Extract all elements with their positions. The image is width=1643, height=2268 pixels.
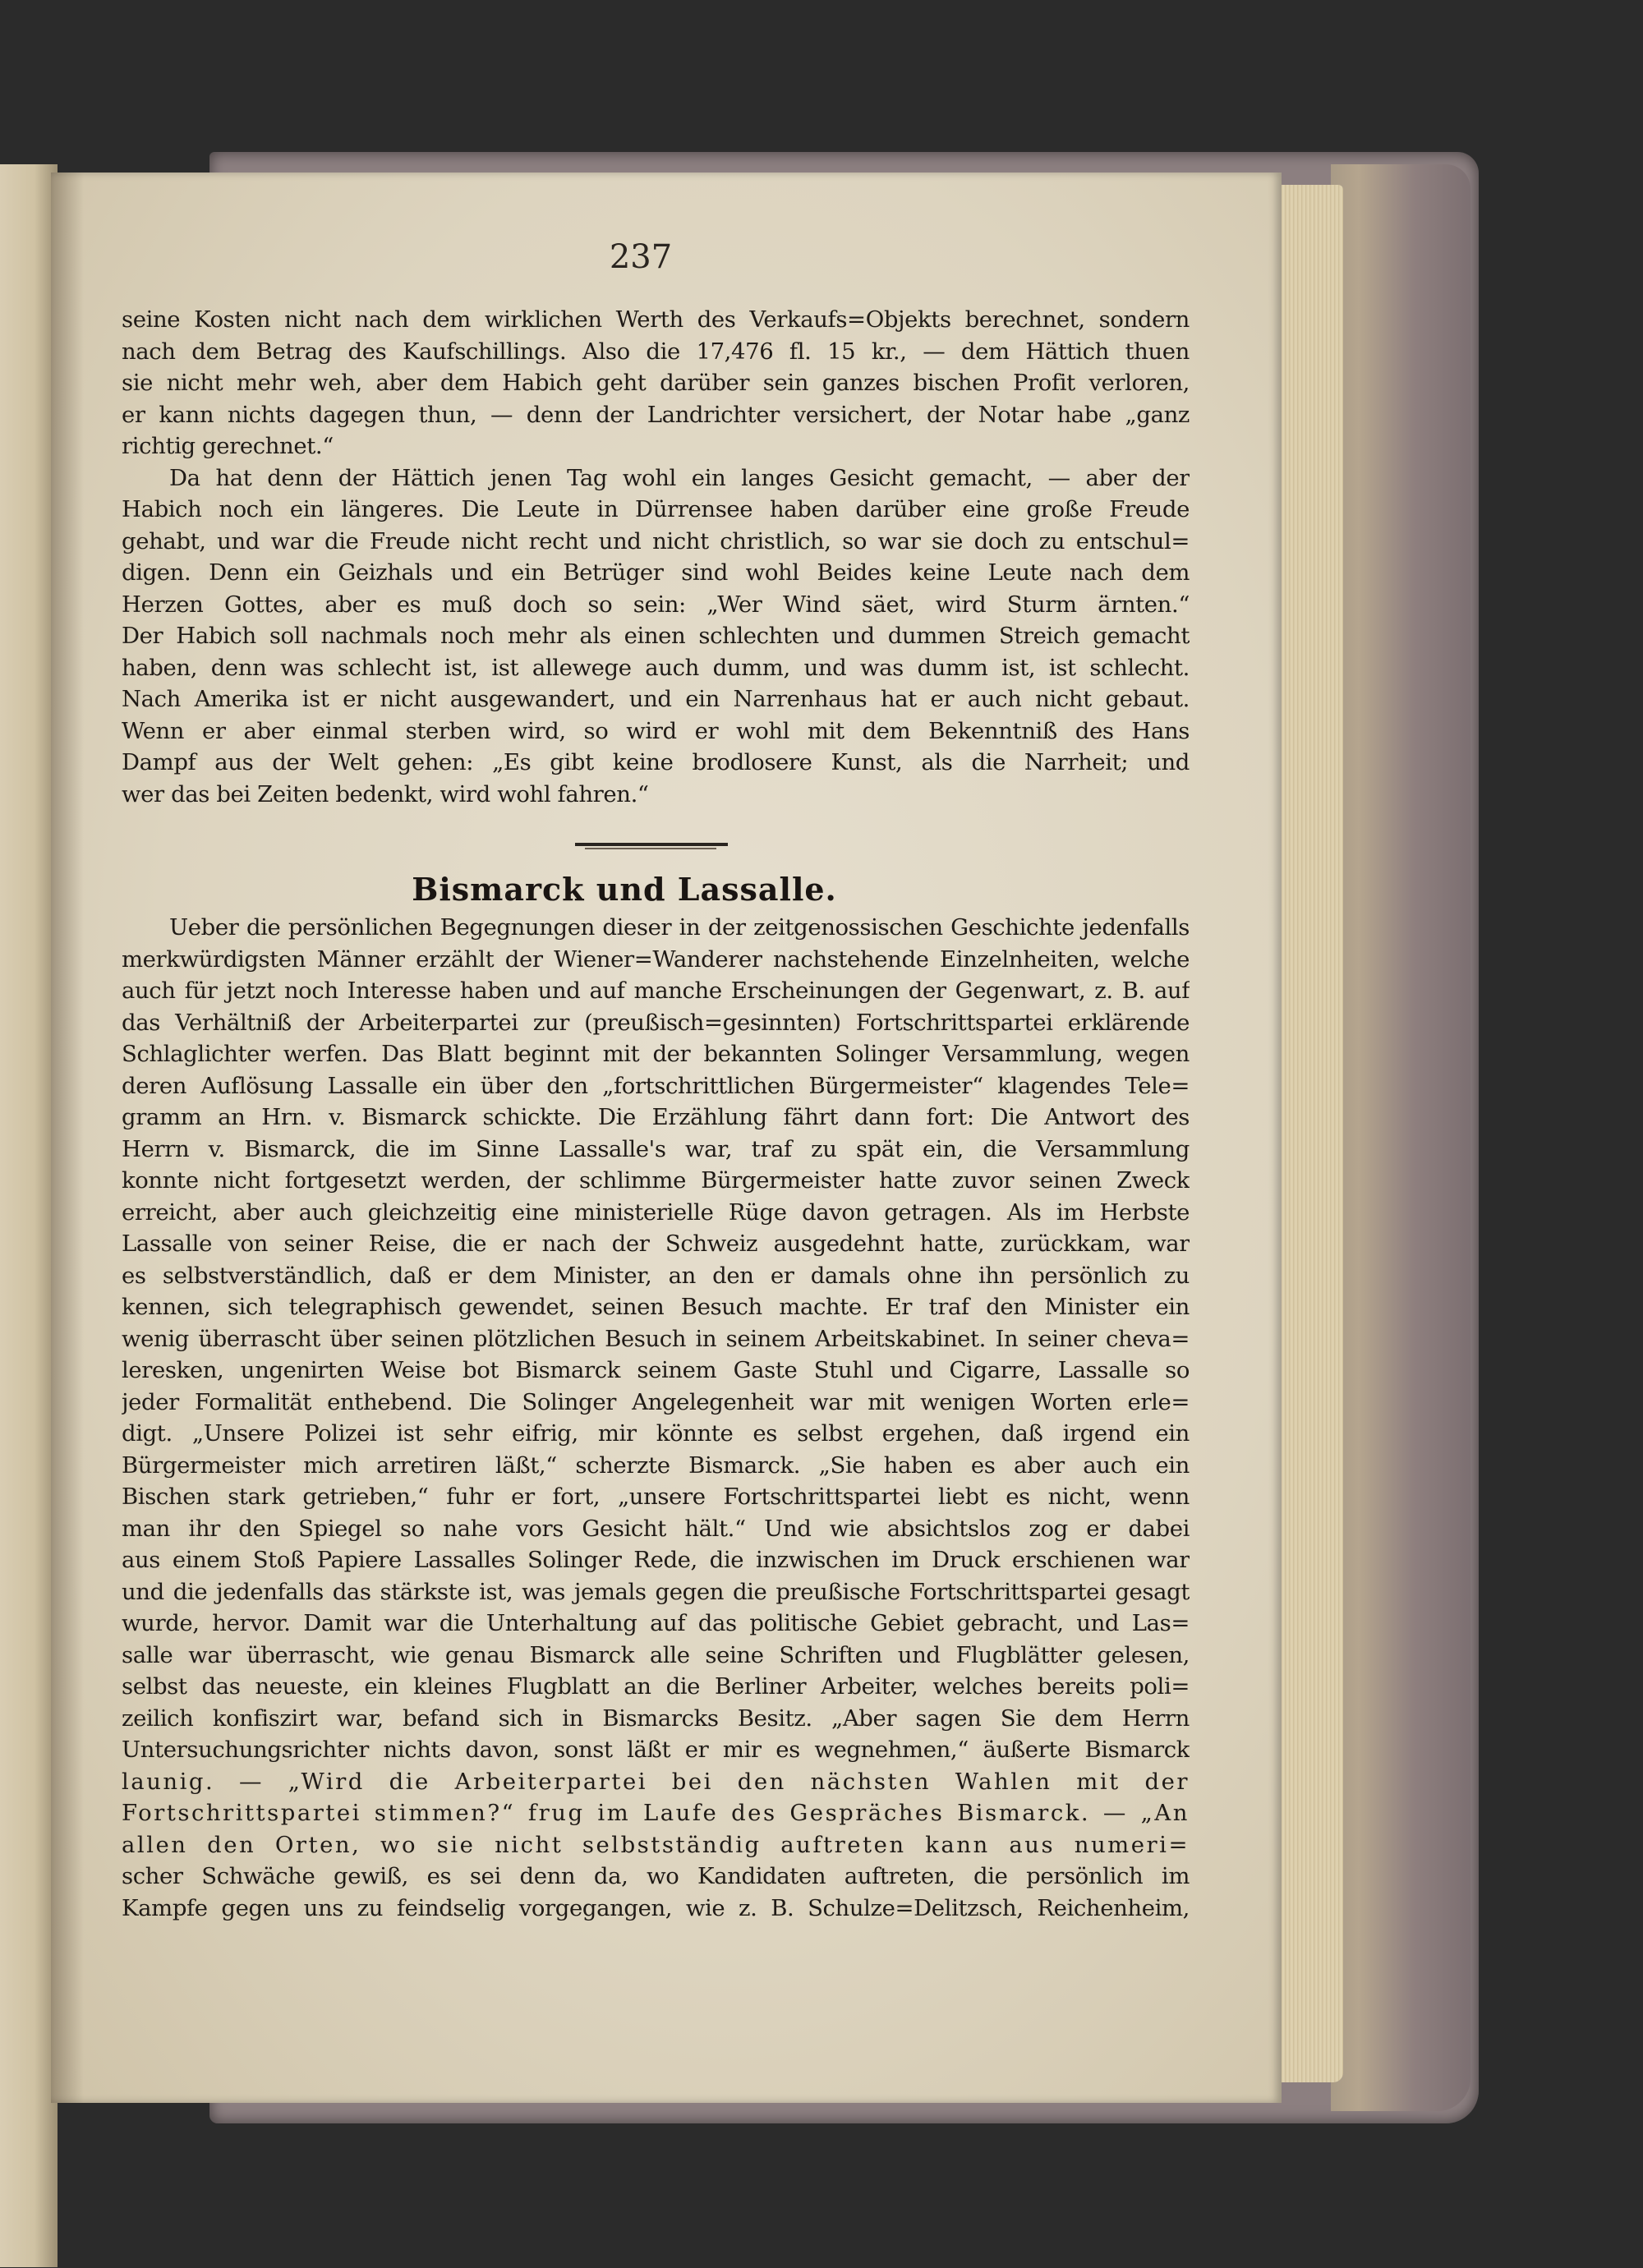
text-line: deren Auflösung Lassalle ein über den „fortschrittlichen Bürgermeister“ klagendes Tele= — [122, 1072, 1190, 1099]
text-line: seine Kosten nicht nach dem wirklichen Werth des Verkaufs=Objekts berechnet, sondern — [122, 306, 1190, 333]
text-line: es selbstverständlich, daß er dem Minister, an den er damals ohne ihn persönlich zu — [122, 1262, 1190, 1289]
text-line: das Verhältniß der Arbeiterpartei zur (preußisch=gesinnten) Fortschrittspartei erklärende — [122, 1009, 1190, 1036]
text-line: erreicht, aber auch gleichzeitig eine ministerielle Rüge davon getragen. Als im Herbste — [122, 1198, 1190, 1226]
text-line: haben, denn was schlecht ist, ist allewege auch dumm, und was dumm ist, ist schlecht. — [122, 654, 1190, 681]
text-line: richtig gerechnet.“ — [122, 433, 334, 459]
text-block-story-ending — [122, 304, 1190, 810]
section-heading: Bismarck und Lassalle. — [412, 871, 837, 908]
text-line: salle war überrascht, wie genau Bismarck alle seine Schriften und Flugblätter gelesen, — [122, 1641, 1190, 1668]
text-line: Wenn er aber einmal sterben wird, so wird er wohl mit dem Bekenntniß des Hans — [122, 717, 1190, 744]
book-cover-edge — [1331, 164, 1470, 2111]
text-line: konnte nicht fortgesetzt werden, der schlimme Bürgermeister hatte zuvor seinen Zweck — [122, 1167, 1190, 1194]
text-line: merkwürdigsten Männer erzählt der Wiener=Wanderer nachstehende Einzelnheiten, welche — [122, 945, 1190, 973]
text-line: Der Habich soll nachmals noch mehr als einen schlechten und dummen Streich gemacht — [122, 623, 1190, 649]
text-line: Herrn v. Bismarck, die im Sinne Lassalle's war, traf zu spät ein, die Versammlung — [122, 1135, 1190, 1162]
text-line: auch für jetzt noch Interesse haben und auf manche Erscheinungen der Gegenwart, z. B. auf — [122, 978, 1190, 1004]
text-line: Kampfe gegen uns zu feindselig vorgegangen, wie z. B. Schulze=Delitzsch, Reichenheim, — [122, 1894, 1190, 1921]
text-line: Bischen stark getrieben,“ fuhr er fort, „unsere Fortschrittspartei liebt es nicht, wenn — [122, 1484, 1190, 1510]
text-line: selbst das neueste, ein kleines Flugblatt an die Berliner Arbeiter, welches bereits poli= — [122, 1673, 1190, 1700]
page-number: 237 — [609, 238, 673, 276]
text-line: sie nicht mehr weh, aber dem Habich geht darüber sein ganzes bischen Profit verloren, — [122, 370, 1190, 396]
text-line: Habich noch ein längeres. Die Leute in Dürrensee haben darüber eine große Freude — [122, 496, 1190, 522]
text-line: man ihr den Spiegel so nahe vors Gesicht hält.“ Und wie absichtslos zog er dabei — [122, 1515, 1190, 1542]
text-line: Da hat denn der Hättich jenen Tag wohl ein langes Gesicht gemacht, — aber der — [169, 464, 1190, 491]
section-divider — [575, 843, 728, 846]
text-line: Lassalle von seiner Reise, die er nach der Schweiz ausgedehnt hatte, zurückkam, war — [122, 1231, 1190, 1257]
text-line: launig. — „Wird die Arbeiterpartei bei den nächsten Wahlen mit der — [122, 1768, 1190, 1795]
text-line: und die jedenfalls das stärkste ist, was jemals gegen die preußische Fortschrittspartei gesagt — [122, 1578, 1190, 1605]
gutter-shadow — [51, 173, 84, 2103]
text-line: Nach Amerika ist er nicht ausgewandert, und ein Narrenhaus hat er auch nicht gebaut. — [122, 686, 1190, 712]
text-line: Dampf aus der Welt gehen: „Es gibt keine brodlosere Kunst, als die Narrheit; und — [122, 749, 1190, 775]
text-line: zeilich konfiszirt war, befand sich in Bismarcks Besitz. „Aber sagen Sie dem Herrn — [122, 1704, 1190, 1732]
text-block-bismarck-lassalle — [122, 912, 1190, 1924]
text-line: wurde, hervor. Damit war die Unterhaltung auf das politische Gebiet gebracht, und Las= — [122, 1610, 1190, 1636]
text-line: digt. „Unsere Polizei ist sehr eifrig, mir könnte es selbst ergehen, daß irgend ein — [122, 1420, 1190, 1447]
text-line: jeder Formalität enthebend. Die Solinger Angelegenheit war mit wenigen Worten erle= — [122, 1388, 1190, 1415]
text-line: scher Schwäche gewiß, es sei denn da, wo Kandidaten auftreten, die persönlich im — [122, 1863, 1190, 1889]
text-line: kennen, sich telegraphisch gewendet, seinen Besuch machte. Er traf den Minister ein — [122, 1294, 1190, 1320]
text-line: wenig überrascht über seinen plötzlichen Besuch in seinem Arbeitskabinet. In seiner cheva= — [122, 1325, 1190, 1352]
text-line: Bürgermeister mich arretiren läßt,“ scherzte Bismarck. „Sie haben es aber auch ein — [122, 1451, 1190, 1479]
text-line: digen. Denn ein Geizhals und ein Betrüger sind wohl Beides keine Leute nach dem — [122, 559, 1190, 586]
text-line: Herzen Gottes, aber es muß doch so sein: „Wer Wind säet, wird Sturm ärnten.“ — [122, 591, 1190, 618]
text-line: gramm an Hrn. v. Bismarck schickte. Die Erzählung fährt dann fort: Die Antwort des — [122, 1104, 1190, 1130]
text-line: leresken, ungenirten Weise bot Bismarck seinem Gaste Stuhl und Cigarre, Lassalle so — [122, 1357, 1190, 1383]
text-line: allen den Orten, wo sie nicht selbstständig auftreten kann aus numeri= — [122, 1831, 1190, 1858]
facing-page-edge — [0, 164, 58, 2267]
text-line: er kann nichts dagegen thun, — denn der Landrichter versichert, der Notar habe „ganz — [122, 401, 1190, 428]
text-line: gehabt, und war die Freude nicht recht und nicht christlich, so war sie doch zu entschul= — [122, 527, 1190, 554]
text-line: wer das bei Zeiten bedenkt, wird wohl fahren.“ — [122, 780, 649, 807]
text-line: nach dem Betrag des Kaufschillings. Also die 17,476 fl. 15 kr., — dem Hättich thuen — [122, 338, 1190, 365]
text-line: aus einem Stoß Papiere Lassalles Solinger Rede, die inzwischen im Druck erschienen war — [122, 1547, 1190, 1573]
section-divider-underline — [585, 848, 716, 849]
text-line: Untersuchungsrichter nichts davon, sonst läßt er mir es wegnehmen,“ äußerte Bismarck — [122, 1737, 1190, 1763]
text-line: Ueber die persönlichen Begegnungen dieser in der zeitgenossischen Geschichte jedenfalls — [169, 914, 1190, 941]
text-line: Fortschrittspartei stimmen?“ frug im Laufe des Gespräches Bismarck. — „An — [122, 1800, 1190, 1826]
text-line: Schlaglichter werfen. Das Blatt beginnt mit der bekannten Solinger Versammlung, wegen — [122, 1041, 1190, 1067]
